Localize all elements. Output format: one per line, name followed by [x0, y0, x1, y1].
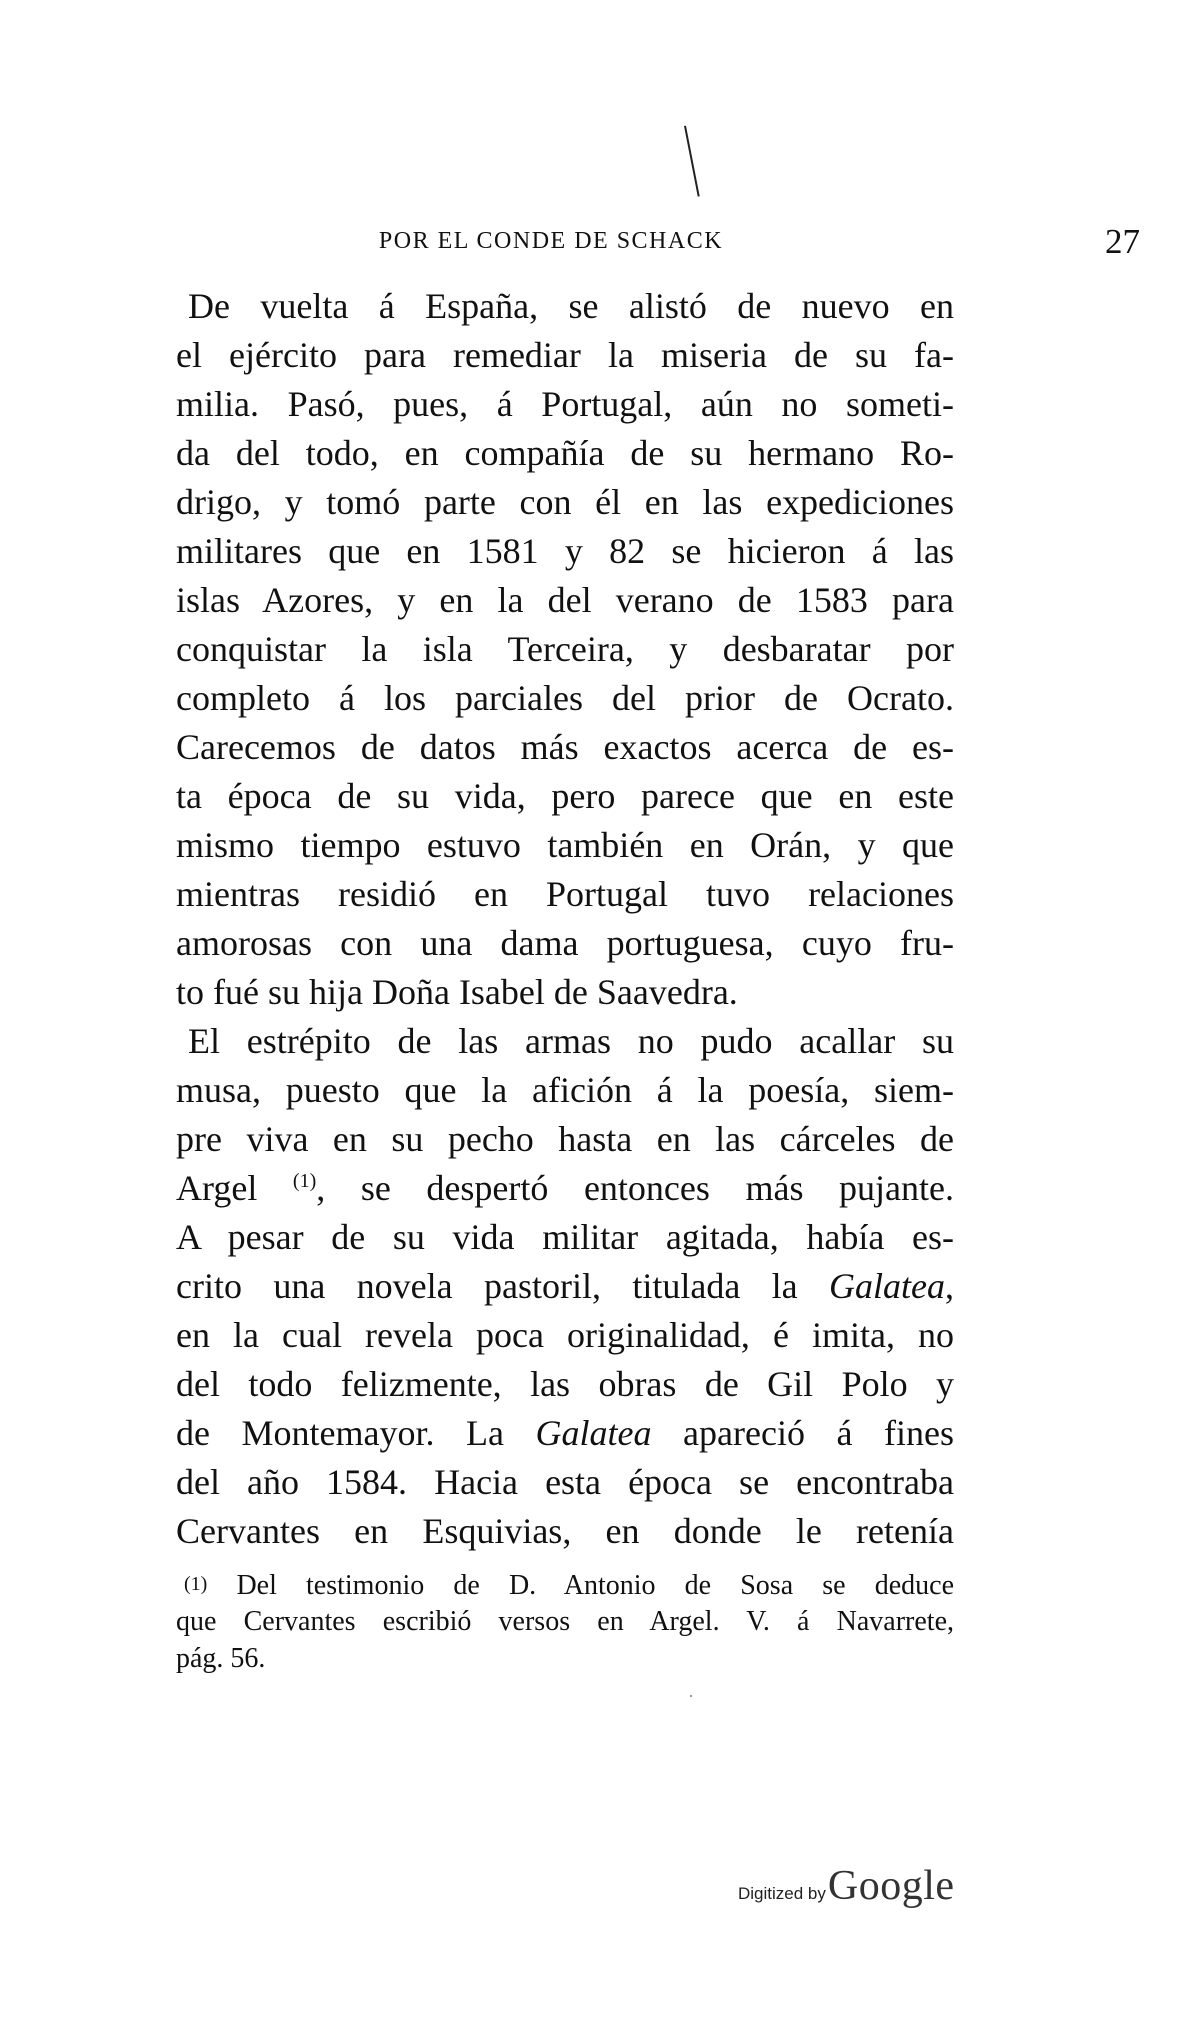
body-text-fragment: de Montemayor. La: [176, 1413, 536, 1453]
body-line: drigo, y tomó parte con él en las expediciones: [176, 482, 954, 522]
body-line: el ejército para remediar la miseria de su fa-: [176, 335, 954, 375]
body-line: A pesar de su vida militar agitada, había es-: [176, 1217, 954, 1257]
body-line: islas Azores, y en la del verano de 1583 para: [176, 580, 954, 620]
page-number: 27: [1105, 222, 1140, 261]
scan-mark: [684, 126, 700, 197]
body-line: del todo felizmente, las obras de Gil Polo y: [176, 1364, 954, 1404]
body-line: [176, 1409, 954, 1458]
body-line: conquistar la isla Terceira, y desbaratar por: [176, 629, 954, 669]
body-line: amorosas con una dama portuguesa, cuyo fru-: [176, 923, 954, 963]
body-text-fragment: Argel: [176, 1168, 258, 1208]
body-line: da del todo, en compañía de su hermano Ro-: [176, 433, 954, 473]
body-text: [176, 282, 954, 1556]
body-line: pre viva en su pecho hasta en las cárceles de: [176, 1119, 954, 1159]
footnote-line: [176, 1566, 954, 1603]
footnote-line: pág. 56.: [176, 1643, 266, 1674]
digitized-by-google-watermark: [738, 1862, 955, 1910]
body-line: completo á los parciales del prior de Ocrato.: [176, 678, 954, 718]
body-line: ta época de su vida, pero parece que en este: [176, 776, 954, 816]
footnote: [176, 1566, 954, 1677]
body-line: De vuelta á España, se alistó de nuevo en: [188, 286, 954, 326]
footnote-number: (1): [184, 1573, 208, 1595]
work-title: Galatea: [829, 1266, 945, 1306]
footnote-text: Del testimonio de D. Antonio de Sosa se deduce: [207, 1570, 954, 1601]
body-line: militares que en 1581 y 82 se hicieron á las: [176, 531, 954, 571]
scan-speck: [690, 1695, 692, 1697]
running-head: [142, 222, 1140, 262]
body-line: mientras residió en Portugal tuvo relaciones: [176, 874, 954, 914]
body-line: en la cual revela poca originalidad, é imita, no: [176, 1315, 954, 1355]
body-text-fragment: , se despertó entonces más pujante.: [316, 1168, 955, 1208]
running-title: POR EL CONDE DE SCHACK: [378, 228, 724, 254]
footnote-reference[interactable]: (1): [292, 1170, 317, 1192]
digitized-label: Digitized by: [738, 1884, 826, 1903]
work-title: Galatea: [535, 1413, 652, 1453]
body-line: Carecemos de datos más exactos acerca de es-: [176, 727, 954, 767]
body-text-fragment: apareció á fines: [651, 1413, 954, 1453]
body-line: musa, puesto que la afición á la poesía, siem-: [176, 1070, 954, 1110]
google-logo: Google: [827, 1863, 955, 1909]
body-line: del año 1584. Hacia esta época se encontraba: [176, 1462, 954, 1502]
body-line: to fué su hija Doña Isabel de Saavedra.: [176, 972, 738, 1012]
body-line: [176, 1262, 954, 1311]
body-line: mismo tiempo estuvo también en Orán, y que: [176, 825, 954, 865]
body-line: milia. Pasó, pues, á Portugal, aún no someti-: [176, 384, 954, 424]
footnote-line: que Cervantes escribió versos en Argel. V. á Navarrete,: [176, 1606, 954, 1637]
body-line: El estrépito de las armas no pudo acallar su: [188, 1021, 954, 1061]
body-line: [176, 1164, 954, 1213]
body-text-fragment: crito una novela pastoril, titulada la: [176, 1266, 830, 1306]
body-line: Cervantes en Esquivias, en donde le retenía: [176, 1511, 954, 1551]
body-text-fragment: ,: [945, 1266, 954, 1306]
